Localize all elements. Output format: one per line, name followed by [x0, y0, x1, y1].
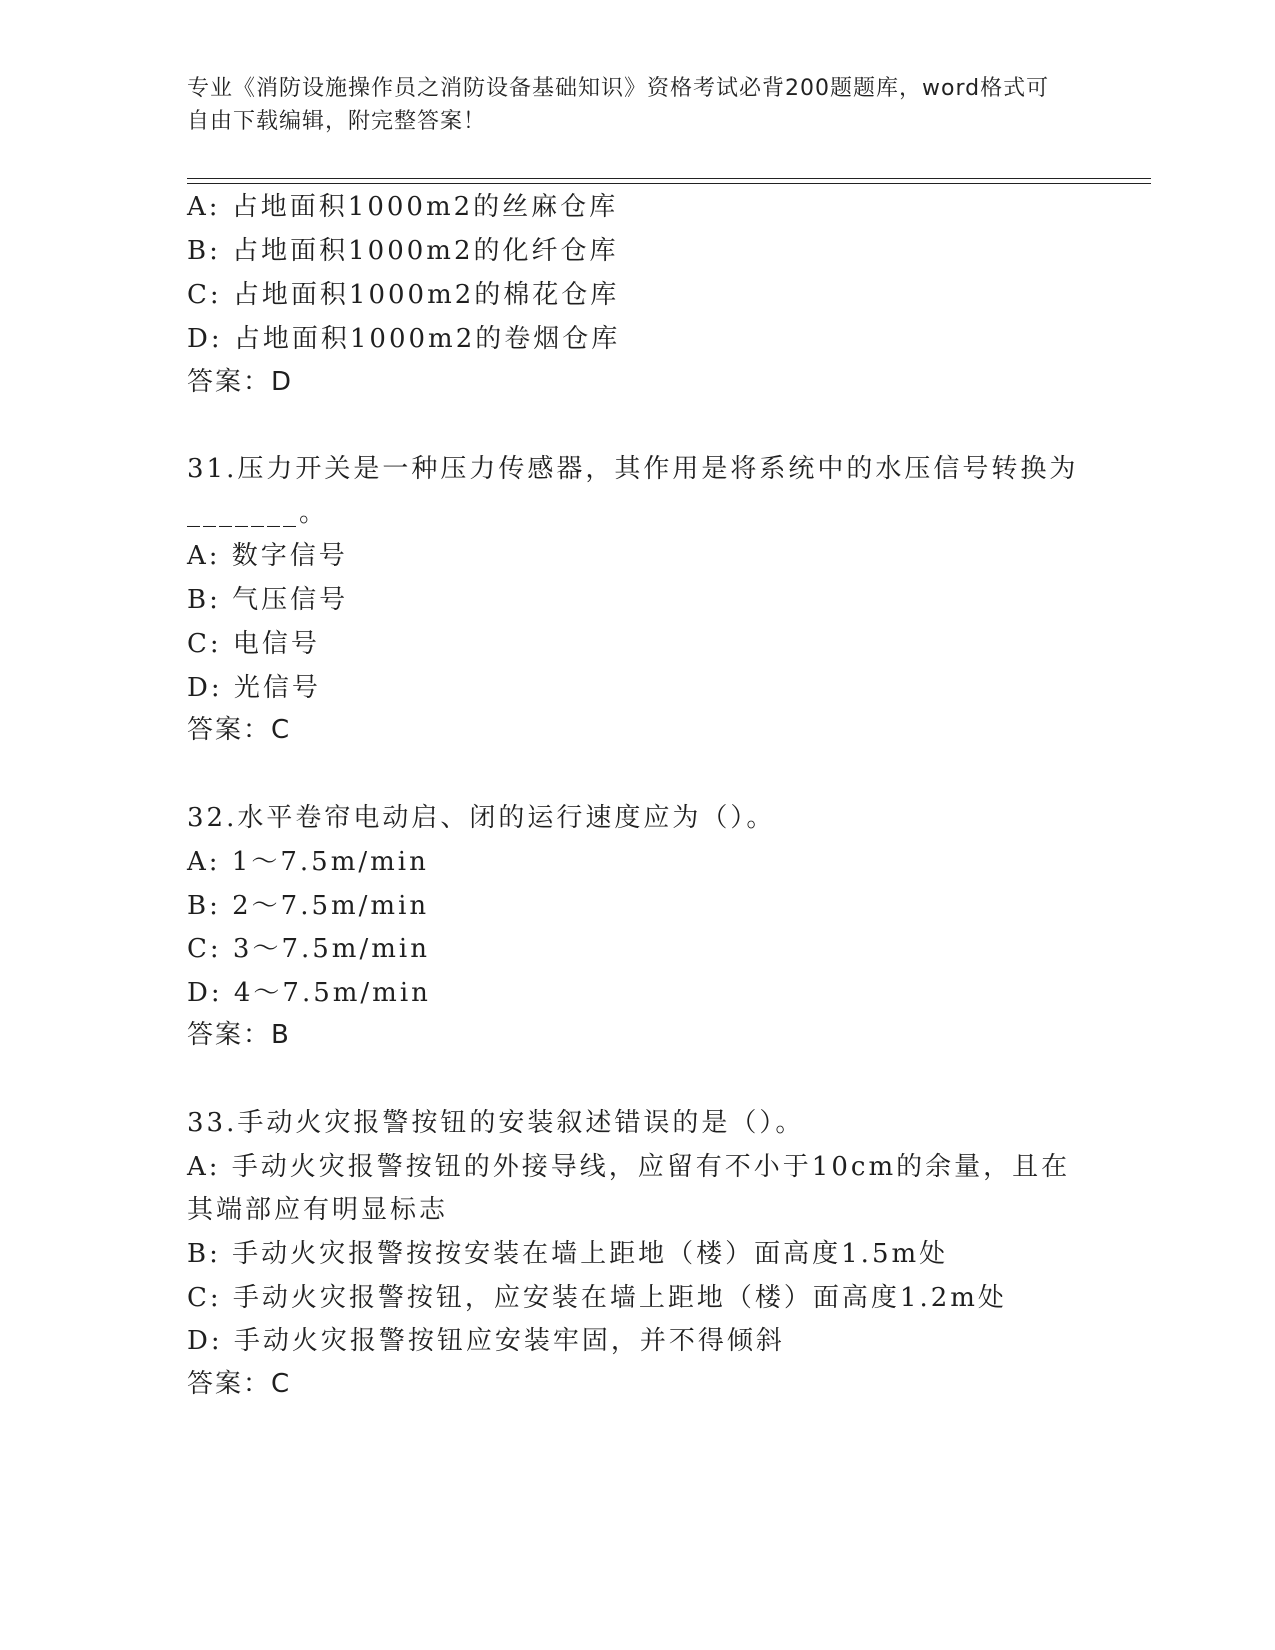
q32-answer: 答案：B: [187, 1020, 291, 1050]
q33-option-a-cont: 其端部应有明显标志: [187, 1195, 449, 1225]
q32-option-a: A: 1～7.5m/min: [187, 847, 429, 877]
q31-option-d: D: 光信号: [187, 673, 321, 703]
q31-option-c: C: 电信号: [187, 629, 320, 659]
q31-option-a: A: 数字信号: [187, 541, 348, 571]
q31-stem: 31.压力开关是一种压力传感器，其作用是将系统中的水压信号转换为: [187, 454, 1079, 484]
q33-option-a: A: 手动火灾报警按钮的外接导线，应留有不小于10cm的余量，且在: [187, 1152, 1071, 1182]
q30-option-b: B: 占地面积1000m2的化纤仓库: [187, 236, 619, 266]
q32-option-d: D: 4～7.5m/min: [187, 978, 431, 1008]
q30-option-a: A: 占地面积1000m2的丝麻仓库: [187, 192, 619, 222]
q30-answer: 答案：D: [187, 367, 294, 397]
q31-answer: 答案：C: [187, 715, 292, 745]
q31-option-b: B: 气压信号: [187, 585, 349, 615]
q30-option-d: D: 占地面积1000m2的卷烟仓库: [187, 324, 621, 354]
q32-option-c: C: 3～7.5m/min: [187, 934, 430, 964]
q33-option-b: B: 手动火灾报警按按安装在墙上距地（楼）面高度1.5m处: [187, 1239, 949, 1269]
q31-stem-blank: _______。: [187, 498, 329, 528]
q30-option-c: C: 占地面积1000m2的棉花仓库: [187, 280, 620, 310]
q32-option-b: B: 2～7.5m/min: [187, 891, 430, 921]
header-rule-bottom: [187, 183, 1151, 184]
q32-stem: 32.水平卷帘电动启、闭的运行速度应为（）。: [187, 803, 776, 833]
q33-option-d: D: 手动火灾报警按钮应安装牢固，并不得倾斜: [187, 1326, 785, 1356]
q33-answer: 答案：C: [187, 1369, 292, 1399]
document-header: 专业《消防设施操作员之消防设备基础知识》资格考试必背200题题库，word格式可自由下载编辑，附完整答案！: [187, 76, 1050, 134]
q33-stem: 33.手动火灾报警按钮的安装叙述错误的是（）。: [187, 1108, 805, 1138]
header-rule-top: [187, 178, 1151, 179]
q33-option-c: C: 手动火灾报警按钮，应安装在墙上距地（楼）面高度1.2m处: [187, 1283, 1007, 1313]
